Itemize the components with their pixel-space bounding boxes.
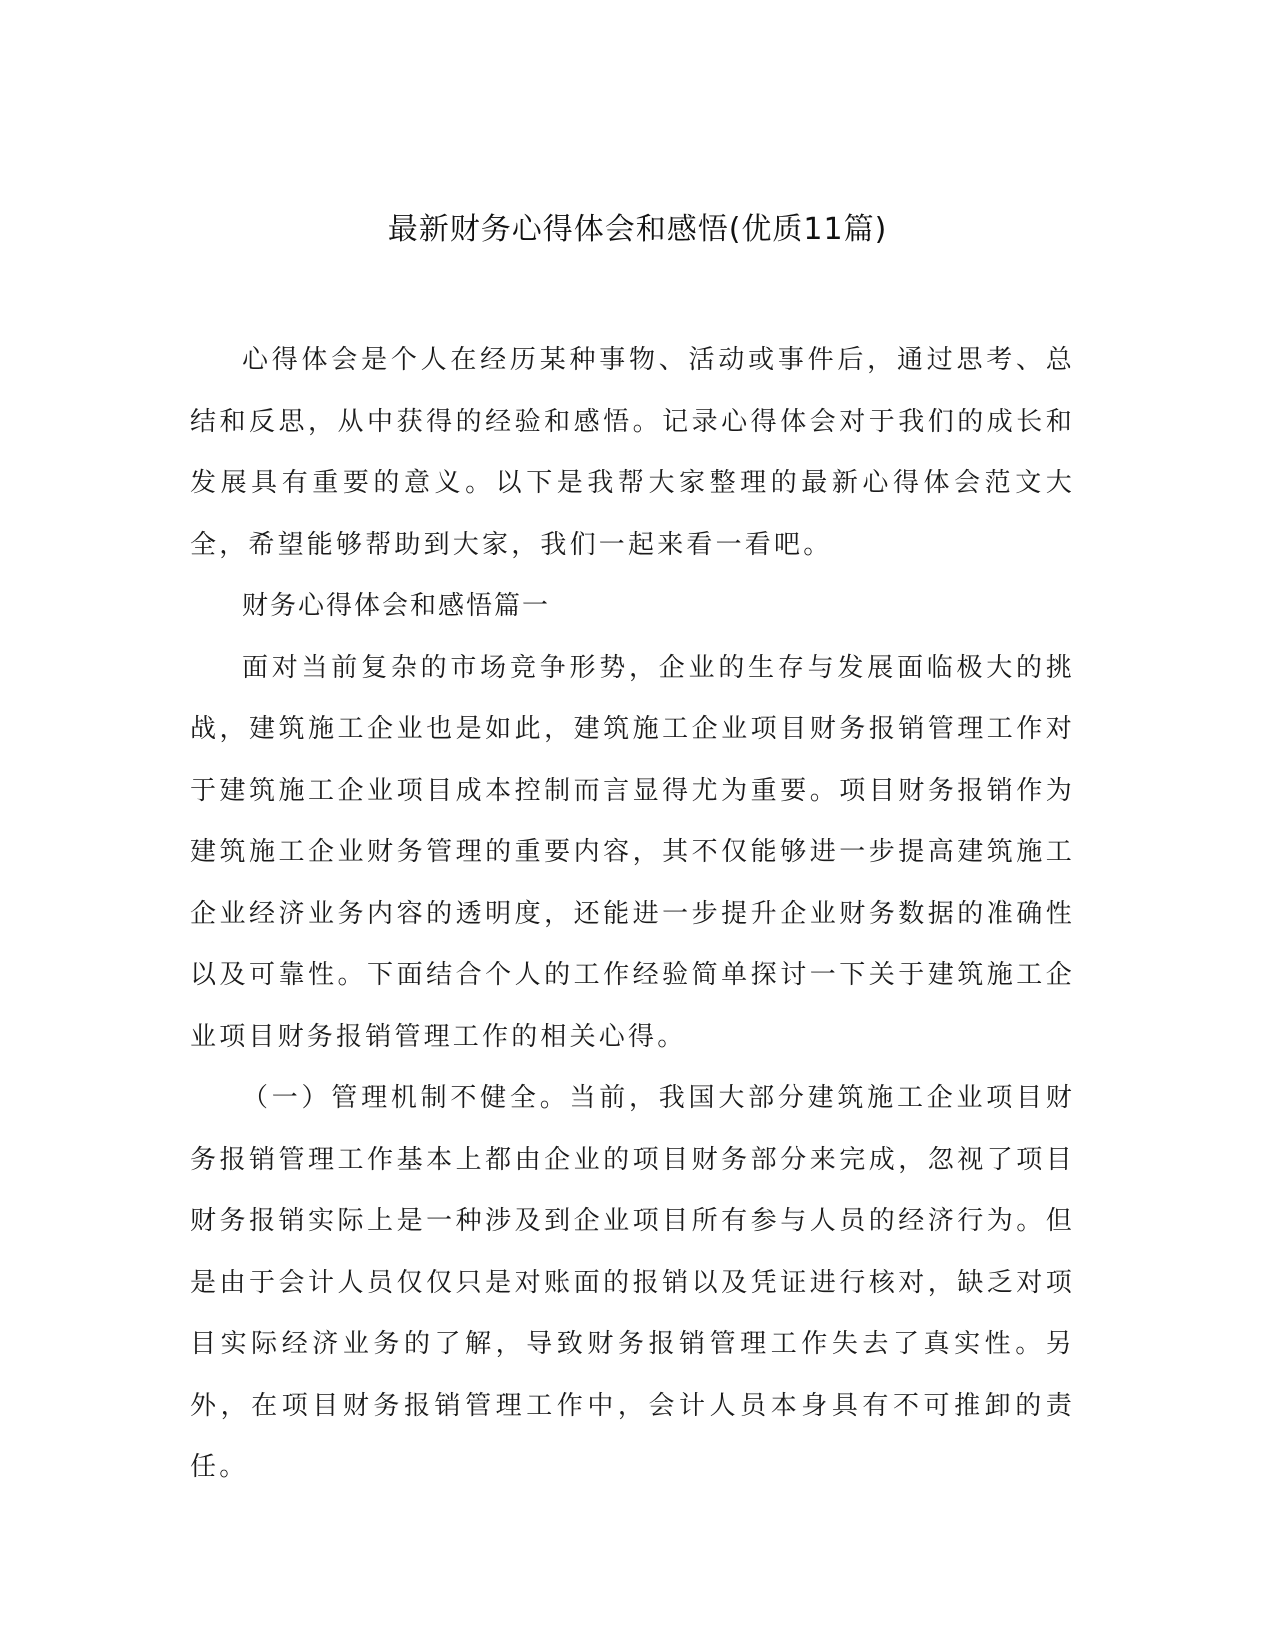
body-paragraph: （一）管理机制不健全。当前，我国大部分建筑施工企业项目财务报销管理工作基本上都由企业的项目财务部分来完成，忽视了项目财务报销实际上是一种涉及到企业项目所有参与人员的经济行为。但是由于会计人员仅仅只是对账面的报销以及凭证进行核对，缺乏对项目实际经济业务的了解，导致财务报销管理工作失去了真实性。另外，在项目财务报销管理工作中，会计人员本身具有不可推卸的责任。 xyxy=(190,1083,1075,1482)
body-paragraph: 面对当前复杂的市场竞争形势，企业的生存与发展面临极大的挑战，建筑施工企业也是如此，建筑施工企业项目财务报销管理工作对于建筑施工企业项目成本控制而言显得尤为重要。项目财务报销作为建筑施工企业财务管理的重要内容，其不仅能够进一步提高建筑施工企业经济业务内容的透明度，还能进一步提升企业财务数据的准确性以及可靠性。下面结合个人的工作经验简单探讨一下关于建筑施工企业项目财务报销管理工作的相关心得。 xyxy=(190,652,1075,1052)
document-title: 最新财务心得体会和感悟(优质11篇) xyxy=(387,212,888,247)
document-body xyxy=(190,330,1075,1499)
section-heading: 财务心得体会和感悟篇一 xyxy=(242,591,551,621)
intro-paragraph: 心得体会是个人在经历某种事物、活动或事件后，通过思考、总结和反思，从中获得的经验和感悟。记录心得体会对于我们的成长和发展具有重要的意义。以下是我帮大家整理的最新心得体会范文大全，希望能够帮助到大家，我们一起来看一看吧。 xyxy=(190,345,1075,560)
